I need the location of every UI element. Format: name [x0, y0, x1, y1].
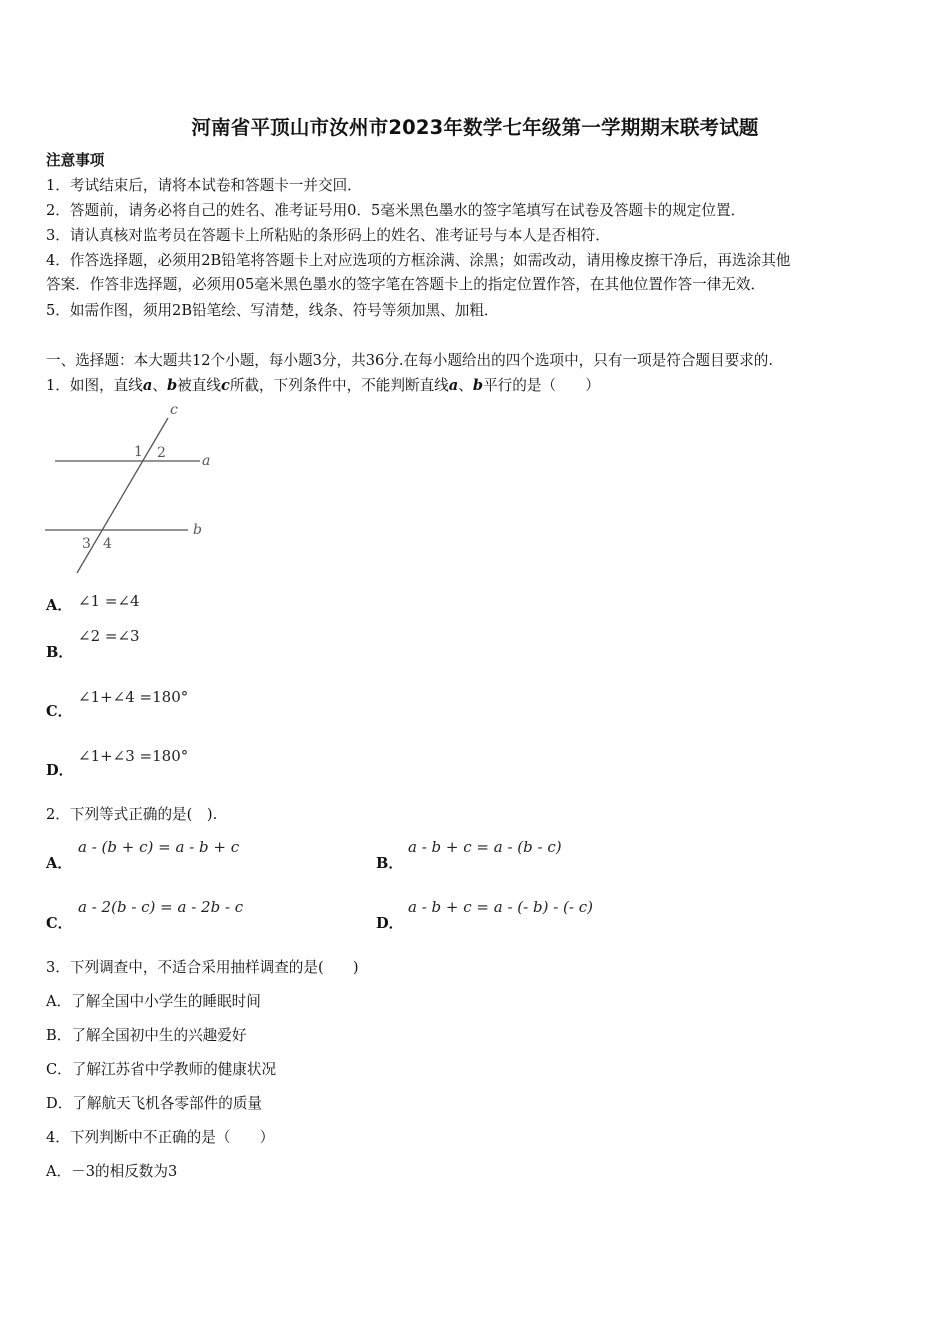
notice-item-2: 2．答题前，请务必将自己的姓名、准考证号用0．5毫米黑色墨水的签字笔填写在试卷及答题卡的规定位置． — [46, 202, 746, 219]
q1-option-b-expr: ∠2 =∠3 — [78, 627, 140, 645]
q2-option-d-expr: a - b + c = a - (- b) - (- c) — [408, 898, 593, 916]
question-2-stem: 2．下列等式正确的是( ). — [46, 806, 218, 823]
notice-item-5: 5．如需作图，须用2B铅笔绘、写清楚，线条、符号等须加黑、加粗． — [46, 302, 499, 319]
label-a: a — [202, 453, 211, 469]
q1-stem-part-b: 被直线 — [177, 377, 221, 394]
angle-label-4: 4 — [103, 536, 112, 552]
angle-label-3: 3 — [82, 536, 91, 552]
angle-label-1: 1 — [134, 444, 143, 460]
q1-var-b: b — [166, 377, 178, 394]
q1-option-d-expr: ∠1+∠3 =180° — [78, 747, 189, 765]
q2-option-b-expr: a - b + c = a - (b - c) — [408, 838, 562, 856]
q1-var-b2: b — [472, 377, 484, 394]
q1-sep: 、 — [152, 377, 167, 394]
q1-option-a-expr: ∠1 =∠4 — [78, 592, 140, 610]
angle-label-2: 2 — [157, 445, 166, 461]
q1-stem-part-a: 1．如图，直线 — [46, 377, 143, 394]
q1-option-b-letter: B． — [46, 644, 73, 661]
notice-heading: 注意事项 — [46, 152, 105, 169]
q1-option-c-expr: ∠1+∠4 =180° — [78, 688, 189, 706]
label-b: b — [193, 522, 202, 538]
q2-option-b-letter: B． — [376, 855, 403, 872]
q1-stem-part-d: 平行的是（ ） — [483, 377, 600, 394]
q1-figure-parallel-lines — [40, 400, 230, 580]
q3-option-c: C．了解江苏省中学教师的健康状况 — [46, 1061, 277, 1078]
section-1-heading: 一、选择题：本大题共12个小题，每小题3分，共36分.在每小题给出的四个选项中，只有一项是符合题目要求的. — [46, 352, 774, 369]
q1-var-a: a — [142, 377, 153, 394]
q2-option-d-letter: D． — [376, 915, 404, 932]
notice-item-4-cont: 答案．作答非选择题，必须用05毫米黑色墨水的签字笔在答题卡上的指定位置作答，在其他位置作答一律无效． — [46, 276, 766, 293]
notice-item-1: 1．考试结束后，请将本试卷和答题卡一并交回． — [46, 177, 362, 194]
question-4-stem: 4．下列判断中不正确的是（ ） — [46, 1129, 275, 1146]
notice-item-3: 3．请认真核对监考员在答题卡上所粘贴的条形码上的姓名、准考证号与本人是否相符． — [46, 227, 610, 244]
q2-option-a-letter: A． — [46, 855, 72, 872]
q2-option-c-expr: a - 2(b - c) = a - 2b - c — [78, 898, 244, 916]
q1-stem-part-c: 所截，下列条件中，不能判断直线 — [229, 377, 449, 394]
q1-option-a-letter: A． — [46, 597, 72, 614]
q4-option-a: A．－3的相反数为3 — [46, 1163, 178, 1180]
question-1-stem — [46, 376, 600, 396]
q1-sep2: 、 — [458, 377, 473, 394]
q2-option-c-letter: C． — [46, 915, 73, 932]
q2-option-a-expr: a - (b + c) = a - b + c — [78, 838, 240, 856]
notice-item-4: 4．作答选择题，必须用2B铅笔将答题卡上对应选项的方框涂满、涂黑；如需改动，请用橡皮擦干净后，再选涂其他 — [46, 252, 791, 269]
page-title: 河南省平顶山市汝州市2023年数学七年级第一学期期末联考试题 — [191, 116, 759, 139]
q1-var-c: c — [220, 377, 230, 394]
q3-option-a: A．了解全国中小学生的睡眠时间 — [46, 993, 261, 1010]
label-c: c — [170, 402, 178, 418]
q3-option-d: D．了解航天飞机各零部件的质量 — [46, 1095, 263, 1112]
q1-var-a2: a — [448, 377, 459, 394]
question-3-stem: 3．下列调查中，不适合采用抽样调查的是( ) — [46, 959, 359, 976]
q1-option-d-letter: D． — [46, 762, 74, 779]
q1-option-c-letter: C． — [46, 703, 73, 720]
q3-option-b: B．了解全国初中生的兴趣爱好 — [46, 1027, 247, 1044]
